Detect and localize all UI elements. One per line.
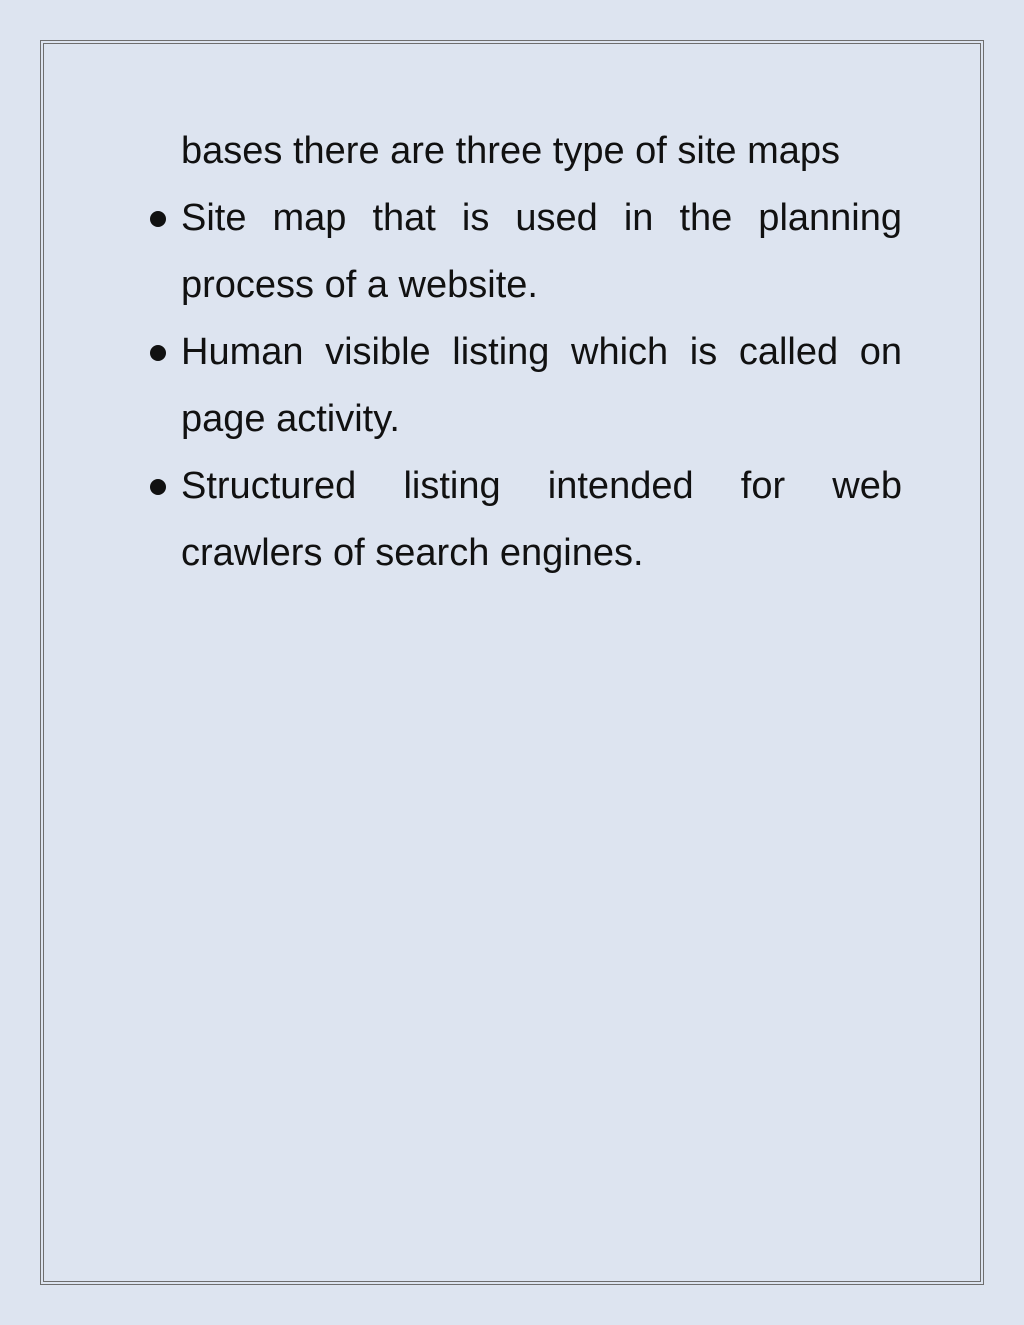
- list-item: [181, 185, 902, 319]
- document-body: [181, 118, 902, 587]
- list-item: [181, 319, 902, 453]
- intro-paragraph: bases there are three type of site maps: [181, 130, 841, 172]
- bullet-icon: [150, 479, 166, 495]
- list-item-text: Human visible listing which is called on page activity.: [181, 331, 902, 440]
- bullet-icon: [150, 211, 166, 227]
- site-map-types-list: [181, 185, 902, 587]
- bullet-icon: [150, 345, 166, 361]
- list-item: [181, 453, 902, 587]
- list-item-text: Structured listing intended for web crawlers of search engines.: [181, 465, 902, 574]
- list-item-text: Site map that is used in the planning process of a website.: [181, 197, 902, 306]
